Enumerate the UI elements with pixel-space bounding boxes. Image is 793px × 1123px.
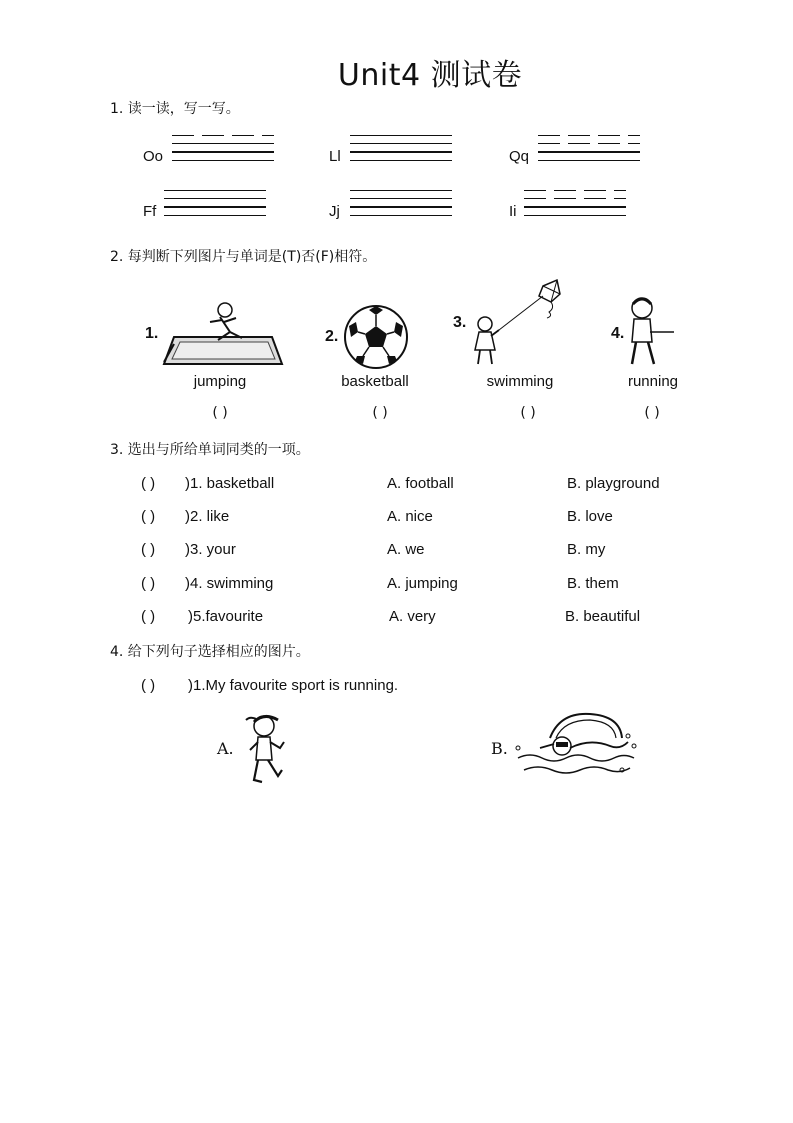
item-1-answer[interactable]: ( ) (212, 405, 228, 421)
letter-pair-ii: Ii (509, 203, 517, 220)
item-2-word: basketball (341, 373, 409, 390)
letter-pair-jj: Jj (329, 203, 340, 220)
item-1-number: 1. (145, 325, 159, 342)
s3-row-2-option-a: A. nice (387, 508, 433, 525)
boy-illustration (622, 294, 682, 370)
s3-row-2-question: )2. like (185, 508, 230, 525)
long-jump-illustration (160, 292, 285, 370)
s3-row-3-question: )3. your (185, 541, 236, 558)
writing-lines-ii[interactable] (524, 190, 626, 223)
s4-q1-blank[interactable]: ( ) (141, 677, 156, 694)
swimmer-illustration (510, 708, 645, 786)
s3-row-5-blank[interactable]: ( ) (141, 608, 156, 625)
running-girl-illustration (238, 710, 290, 788)
item-4-word: running (627, 373, 679, 390)
writing-lines-ff[interactable] (164, 190, 266, 223)
writing-lines-oo[interactable] (172, 135, 274, 168)
item-3-number: 3. (453, 314, 467, 331)
s3-row-1-option-b: B. playground (567, 475, 660, 492)
section-4-heading: 4. 给下列句子选择相应的图片。 (110, 644, 310, 660)
s3-row-4-blank[interactable]: ( ) (141, 575, 156, 592)
writing-lines-ll[interactable] (350, 135, 452, 168)
s3-row-2-option-b: B. love (567, 508, 613, 525)
section-2-heading: 2. 每判断下列图片与单词是(T)否(F)相符。 (110, 249, 377, 265)
item-2-number: 2. (325, 328, 339, 345)
letter-pair-oo: Oo (143, 148, 164, 165)
soccer-ball-illustration (343, 304, 409, 370)
item-1-word: jumping (193, 373, 247, 390)
kite-flying-illustration (465, 278, 580, 370)
letter-pair-qq: Qq (509, 148, 530, 165)
s3-row-3-blank[interactable]: ( ) (141, 541, 156, 558)
section-1-heading: 1. 读一读，写一写。 (110, 101, 240, 117)
option-a-label: A. (217, 739, 234, 758)
letter-pair-ff: Ff (143, 203, 157, 220)
s3-row-4-question: )4. swimming (185, 575, 274, 592)
letter-pair-ll: Ll (329, 148, 341, 165)
item-4-number: 4. (611, 325, 625, 342)
s3-row-1-question: )1. basketball (185, 475, 275, 492)
s3-row-5-question: )5.favourite (188, 608, 264, 625)
writing-lines-qq[interactable] (538, 135, 640, 168)
writing-lines-jj[interactable] (350, 190, 452, 223)
s3-row-3-option-b: B. my (567, 541, 606, 558)
item-3-answer[interactable]: ( ) (520, 405, 536, 421)
s3-row-5-option-b: B. beautiful (565, 608, 641, 625)
page-title: Unit4 测试卷 (337, 58, 523, 93)
s3-row-4-option-a: A. jumping (387, 575, 458, 592)
s3-row-1-blank[interactable]: ( ) (141, 475, 156, 492)
s3-row-2-blank[interactable]: ( ) (141, 508, 156, 525)
item-4-answer[interactable]: ( ) (644, 405, 660, 421)
s3-row-5-option-a: A. very (389, 608, 436, 625)
item-3-word: swimming (486, 373, 554, 390)
option-b-label: B. (491, 739, 508, 758)
section-3-heading: 3. 选出与所给单词同类的一项。 (110, 442, 310, 458)
s4-q1-sentence: )1.My favourite sport is running. (188, 677, 399, 694)
item-2-answer[interactable]: ( ) (372, 405, 388, 421)
s3-row-3-option-a: A. we (387, 541, 425, 558)
s3-row-4-option-b: B. them (567, 575, 619, 592)
s3-row-1-option-a: A. football (387, 475, 454, 492)
